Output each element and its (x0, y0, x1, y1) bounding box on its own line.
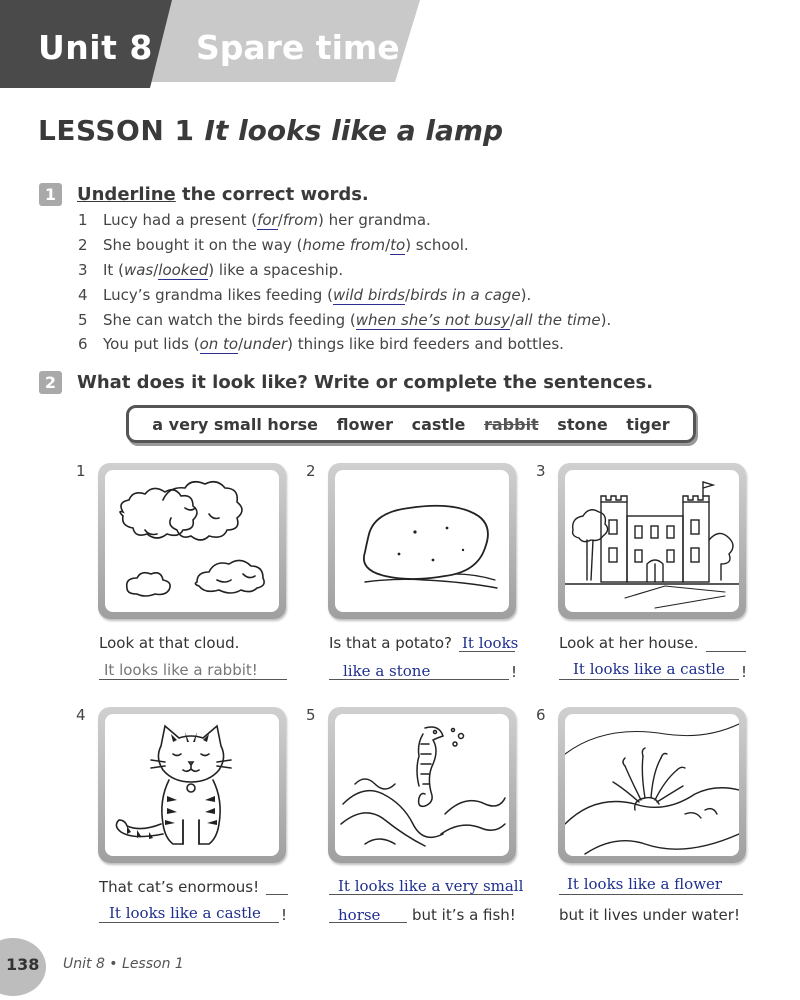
item-2-end-punctuation: ! (511, 663, 518, 681)
item-3-answer-line-1 (706, 651, 746, 652)
item-1-prompt: Look at that cloud. (99, 634, 240, 652)
item-3-prompt: Look at her house. (559, 634, 699, 652)
picture-number: 1 (76, 462, 86, 480)
ex1-item-5: 5 She can watch the birds feeding (when she’s not busy/all the time). (78, 311, 612, 329)
ex1-item-2: 2 She bought it on the way (home from/to) school. (78, 236, 469, 254)
cloud-illustration (105, 470, 279, 612)
header-banner (0, 0, 800, 90)
unit-title: Spare time (196, 28, 400, 67)
cat-illustration (105, 714, 279, 856)
ex1-item-2-choice-selected[interactable]: to (390, 236, 406, 254)
item-3-end-punctuation: ! (741, 663, 748, 681)
picture-potato (328, 463, 516, 619)
item-5-answer-part-1[interactable]: It looks like a very small (338, 877, 524, 895)
picture-number: 5 (306, 706, 316, 724)
item-5-suffix: but it’s a fish! (412, 906, 516, 924)
ex1-item-1: 1 Lucy had a present (for/from) her grandma. (78, 211, 431, 229)
ex1-item-6-choice-selected[interactable]: on to (199, 335, 239, 353)
item-6-answer[interactable]: It looks like a flower (567, 875, 723, 893)
item-3-answer[interactable]: It looks like a castle (573, 660, 725, 678)
picture-number: 3 (536, 462, 546, 480)
picture-anemone (558, 707, 746, 863)
ex1-item-4: 4 Lucy’s grandma likes feeding (wild birds/birds in a cage). (78, 286, 532, 304)
picture-number: 4 (76, 706, 86, 724)
item-4-answer-line-1 (266, 894, 288, 895)
ex1-item-3-choice[interactable]: was (123, 261, 154, 279)
lesson-number: LESSON 1 (38, 114, 195, 147)
exercise-1-title-underlined: Underline (77, 184, 176, 205)
picture-number: 2 (306, 462, 316, 480)
ex1-item-5-choice-selected[interactable]: when she’s not busy (355, 311, 510, 329)
exercise-1-title (77, 184, 369, 205)
picture-castle-house (558, 463, 746, 619)
ex1-item-6: 6 You put lids (on to/under) things like bird feeders and bottles. (78, 335, 564, 353)
item-6-answer-line (559, 894, 743, 895)
footer-text: Unit 8 • Lesson 1 (63, 956, 184, 972)
castle-illustration (565, 470, 739, 612)
item-2-answer-part-1[interactable]: It looks (462, 634, 519, 652)
item-2-prompt: Is that a potato? (329, 634, 452, 652)
ex1-item-5-choice[interactable]: all the time (515, 311, 601, 329)
seahorse-illustration (335, 714, 509, 856)
ex1-item-4-choice[interactable]: birds in a cage (410, 286, 521, 304)
item-4-end-punctuation: ! (281, 906, 288, 924)
ex1-item-3: 3 It (was/looked) like a spaceship. (78, 261, 344, 279)
exercise-1-title-rest: the correct words. (175, 184, 369, 205)
lesson-heading (38, 114, 503, 147)
ex1-item-4-choice-selected[interactable]: wild birds (332, 286, 406, 304)
ex1-item-1-choice-selected[interactable]: for (257, 211, 278, 229)
word-box-item: flower (336, 414, 393, 434)
lesson-title: It looks like a lamp (204, 114, 504, 147)
item-3-answer-line-2 (559, 679, 739, 680)
item-4-answer-line-2 (99, 922, 279, 923)
item-6-suffix: but it lives under water! (559, 906, 740, 924)
exercise-2-badge: 2 (39, 371, 62, 394)
item-1-answer[interactable]: It looks like a rabbit! (104, 661, 258, 679)
anemone-illustration (565, 714, 739, 856)
unit-label: Unit 8 (38, 28, 153, 67)
exercise-1-badge: 1 (39, 183, 62, 206)
picture-seahorse (328, 707, 516, 863)
word-box (126, 405, 696, 443)
ex1-item-1-choice[interactable]: from (282, 211, 319, 229)
item-2-answer-part-2[interactable]: like a stone (343, 662, 431, 680)
exercise-2-title: What does it look like? Write or complete the sentences. (77, 372, 654, 393)
page-number: 138 (6, 955, 40, 974)
item-4-prompt: That cat’s enormous! (99, 878, 260, 896)
ex1-item-3-choice-selected[interactable]: looked (158, 261, 209, 279)
picture-cat (98, 707, 286, 863)
word-box-item: stone (557, 414, 608, 434)
picture-clouds (98, 463, 286, 619)
potato-illustration (335, 470, 509, 612)
word-box-item: castle (411, 414, 466, 434)
item-4-answer[interactable]: It looks like a castle (109, 904, 261, 922)
word-box-item: tiger (626, 414, 670, 434)
ex1-item-6-choice[interactable]: under (243, 335, 288, 353)
ex1-item-2-choice[interactable]: home from (302, 236, 386, 254)
item-5-answer-part-2[interactable]: horse (338, 906, 381, 924)
item-1-answer-line (99, 679, 287, 680)
word-box-item: a very small horse (152, 414, 319, 434)
word-box-item-crossed: rabbit (483, 414, 539, 434)
picture-number: 6 (536, 706, 546, 724)
